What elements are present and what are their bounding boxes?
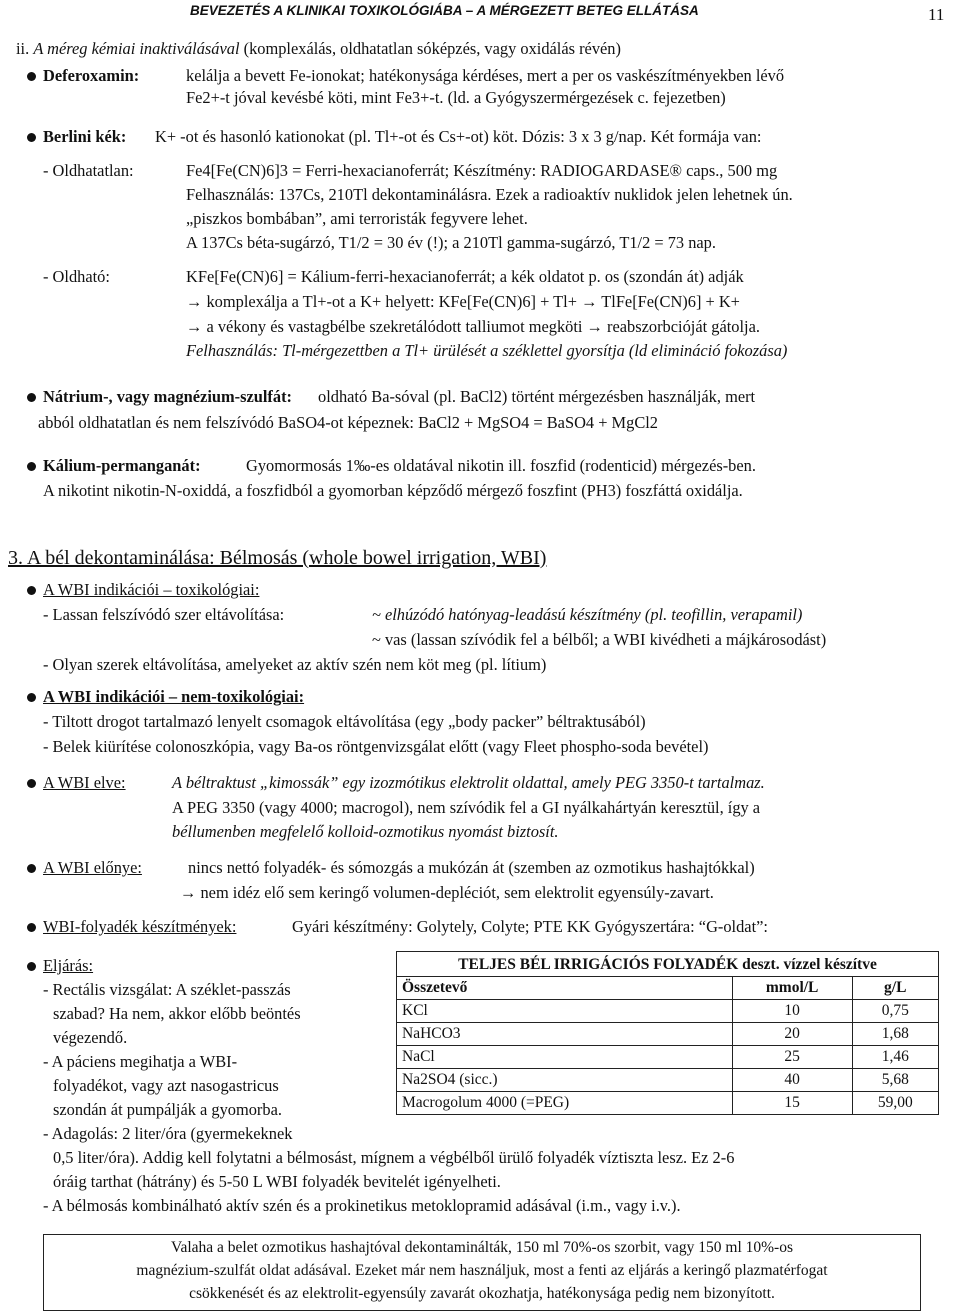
oldhato-line-1: KFe[Fe(CN)6] = Kálium-ferri-hexacianoferrát; a kék oldatot p. os (szondán át) adják	[186, 267, 744, 286]
table-cell-component: NaHCO3	[397, 1023, 733, 1046]
kalium-line-1: Gyomormosás 1‰-es oldatával nikotin ill. foszfid (rodenticid) mérgezés-ben.	[246, 456, 756, 475]
nontox-heading: A WBI indikációi – nem-toxikológiai:	[43, 687, 305, 706]
tox-line-2: - Olyan szerek eltávolítása, amelyeket az aktív szén nem köt meg (pl. lítium)	[43, 655, 547, 674]
eljaras-line-7: - Adagolás: 2 liter/óra (gyermekeknek	[43, 1124, 293, 1143]
table-cell-mmol: 40	[732, 1069, 852, 1092]
table-cell-gl: 59,00	[852, 1092, 939, 1115]
bullet-icon	[27, 923, 36, 932]
tox-line-1a: - Lassan felszívódó szer eltávolítása:	[43, 605, 285, 624]
table-row	[397, 1000, 939, 1023]
tox-line-1c: ~ vas (lassan szívódik fel a bélből; a WBI kivédheti a májkárosodást)	[372, 630, 827, 649]
bullet-icon	[27, 393, 36, 402]
elve-line-3: béllumenben megfelelő kolloid-ozmotikus nyomást biztosít.	[172, 822, 559, 841]
keszitmeny-line-1: Gyári készítmény: Golytely, Colyte; PTE KK Gyógyszertára: “G-oldat”:	[292, 917, 768, 936]
bullet-icon	[27, 693, 36, 702]
tox-line-1b: ~ elhúzódó hatónyag-leadású készítmény (pl. teofillin, verapamil)	[372, 605, 803, 624]
bullet-icon	[27, 586, 36, 595]
table-row	[397, 1092, 939, 1115]
table-header-mmol: mmol/L	[732, 977, 852, 1000]
elve-line-1: A béltraktust „kimossák” egy izozmótikus elektrolit oldattal, amely PEG 3350-t tartalmaz.	[172, 773, 765, 792]
natrium-label: Nátrium-, vagy magnézium-szulfát:	[43, 387, 293, 406]
oldhatatlan-line-4: A 137Cs béta-sugárzó, T1/2 = 30 év (!); a 210Tl gamma-sugárzó, T1/2 = 73 nap.	[186, 233, 716, 252]
keszitmeny-label: WBI-folyadék készítmények:	[43, 917, 237, 936]
deferoxamin-line-2: Fe2+-t jóval kevésbé köti, mint Fe3+-t. (ld. a Gyógyszermérgezések c. fejezetben)	[186, 88, 726, 107]
natrium-line-1: oldható Ba-sóval (pl. BaCl2) történt mérgezésben használják, mert	[318, 387, 756, 406]
eljaras-line-1: - Rectális vizsgálat: A széklet-passzás	[43, 980, 291, 999]
bullet-icon	[27, 864, 36, 873]
page-number: 11	[928, 5, 945, 24]
table-row	[397, 1023, 939, 1046]
elonye-line-2: → nem idéz elő sem keringő volumen-depléciót, sem elektrolit egyensúly-zavart.	[180, 883, 714, 902]
kalium-line-2: A nikotint nikotin-N-oxiddá, a foszfidból a gyomorban képződő mérgező foszfint (PH3) foszfáttá oxidálja.	[43, 481, 743, 500]
tox-heading: A WBI indikációi – toxikológiai:	[43, 580, 260, 599]
table-cell-component: NaCl	[397, 1046, 733, 1069]
footnote-line-2: magnézium-szulfát oldat adásával. Ezeket már nem használjuk, most a fenti az eljárás a keringő plazmatérfogat	[136, 1262, 828, 1279]
irrigation-fluid-table	[396, 951, 939, 1115]
eljaras-line-10: - A bélmosás kombinálható aktív szén és a prokinetikus metoklopramid adásával (i.m., vagy i.v.).	[43, 1196, 681, 1215]
table-cell-mmol: 25	[732, 1046, 852, 1069]
table-cell-gl: 1,46	[852, 1046, 939, 1069]
footnote-line-3: csökkenését és az elektrolit-egyensúly zavarát okozhatja, hatékonysága pedig nem bizonyított.	[189, 1285, 775, 1302]
bullet-icon	[27, 72, 36, 81]
footnote-box	[43, 1234, 921, 1311]
footnote-line-1: Valaha a belet ozmotikus hashajtóval dekontaminálták, 150 ml 70%-os szorbit, vagy 150 ml 10%-os	[170, 1239, 794, 1256]
elonye-line-1: nincs nettó folyadék- és sómozgás a mukózán át (szemben az ozmotikus hashajtókkal)	[188, 858, 755, 877]
eljaras-line-8: 0,5 liter/óra). Addig kell folytatni a bélmosást, mígnem a végbélből ürülő folyadék víztiszta lesz. Ez 2-6	[53, 1148, 735, 1167]
elve-label: A WBI elve:	[43, 773, 126, 792]
eljaras-line-3: végezendő.	[53, 1028, 128, 1047]
eljaras-line-6: szondán át pumpálják a gyomorba.	[53, 1100, 282, 1119]
table-cell-component: Macrogolum 4000 (=PEG)	[397, 1092, 733, 1115]
oldhatatlan-line-2: Felhasználás: 137Cs, 210Tl dekontaminálásra. Ezek a radioaktív nuklidok jelen lehetnek ún.	[186, 185, 793, 204]
deferoxamin-label: Deferoxamin:	[43, 66, 140, 85]
oldhato-line-4: Felhasználás: Tl-mérgezettben a Tl+ ürülését a széklettel gyorsítja (ld elimináció fokozása)	[186, 341, 788, 360]
table-cell-mmol: 15	[732, 1092, 852, 1115]
table-cell-gl: 1,68	[852, 1023, 939, 1046]
bullet-icon	[27, 462, 36, 471]
oldhatatlan-line-3: „piszkos bombában”, ami terroristák fegyvere lehet.	[186, 209, 528, 228]
section-ii-rest: (komplexálás, oldhatatlan sóképzés, vagy oxidálás révén)	[243, 39, 621, 58]
kalium-label: Kálium-permanganát:	[43, 456, 201, 475]
oldhato-label: - Oldható:	[43, 267, 110, 286]
bullet-icon	[27, 779, 36, 788]
section-ii-heading	[16, 38, 621, 60]
table-cell-component: KCl	[397, 1000, 733, 1023]
natrium-line-2: abból oldhatatlan és nem felszívódó BaSO4-ot képeznek: BaCl2 + MgSO4 = BaSO4 + MgCl2	[38, 413, 658, 432]
table-header-component: Összetevő	[397, 977, 733, 1000]
deferoxamin-line-1: kelálja a bevett Fe-ionokat; hatékonysága kérdéses, mert a per os vaskészítményekben lévő	[186, 66, 785, 85]
oldhato-line-3: → a vékony és vastagbélbe szekretálódott talliumot megköti → reabszorbcióját gátolja.	[186, 317, 760, 336]
table-cell-mmol: 10	[732, 1000, 852, 1023]
elonye-label: A WBI előnye:	[43, 858, 142, 877]
table-row	[397, 1046, 939, 1069]
section-ii-title: A méreg kémiai inaktiválásával	[33, 39, 240, 58]
eljaras-label: Eljárás:	[43, 956, 94, 975]
table-header-gl: g/L	[852, 977, 939, 1000]
eljaras-line-4: - A páciens megihatja a WBI-	[43, 1052, 238, 1071]
table-cell-gl: 5,68	[852, 1069, 939, 1092]
oldhato-line-2: → komplexálja a Tl+-ot a K+ helyett: KFe[Fe(CN)6] + Tl+ → TlFe[Fe(CN)6] + K+	[186, 292, 740, 311]
section-3-title: 3. A bél dekontaminálása: Bélmosás (whole bowel irrigation, WBI)	[8, 547, 547, 569]
section-ii-number: ii.	[16, 39, 30, 58]
berlini-label: Berlini kék:	[43, 127, 127, 146]
table-cell-gl: 0,75	[852, 1000, 939, 1023]
oldhatatlan-line-1: Fe4[Fe(CN)6]3 = Ferri-hexacianoferrát; Készítmény: RADIOGARDASE® caps., 500 mg	[186, 161, 778, 180]
bullet-icon	[27, 133, 36, 142]
table-title: TELJES BÉL IRRIGÁCIÓS FOLYADÉK deszt. vízzel készítve	[397, 952, 939, 977]
running-header: BEVEZETÉS A KLINIKAI TOXIKOLÓGIÁBA – A MÉRGEZETT BETEG ELLÁTÁSA	[190, 3, 699, 18]
table-cell-component: Na2SO4 (sicc.)	[397, 1069, 733, 1092]
nontox-line-2: - Belek kiürítése colonoszkópia, vagy Ba-os röntgenvizsgálat előtt (vagy Fleet phospho-soda bevétel)	[43, 737, 709, 756]
table-row	[397, 1069, 939, 1092]
bullet-icon	[27, 962, 36, 971]
oldhatatlan-label: - Oldhatatlan:	[43, 161, 134, 180]
berlini-line-1: K+ -ot és hasonló kationokat (pl. Tl+-ot és Cs+-ot) köt. Dózis: 3 x 3 g/nap. Két formája van:	[155, 127, 762, 146]
elve-line-2: A PEG 3350 (vagy 4000; macrogol), nem szívódik fel a GI nyálkahártyán keresztül, így a	[172, 798, 761, 817]
nontox-line-1: - Tiltott drogot tartalmazó lenyelt csomagok eltávolítása (egy „body packer” béltraktusából)	[43, 712, 646, 731]
eljaras-line-5: folyadékot, vagy azt nasogastricus	[53, 1076, 279, 1095]
table-cell-mmol: 20	[732, 1023, 852, 1046]
eljaras-line-2: szabad? Ha nem, akkor előbb beöntés	[53, 1004, 301, 1023]
eljaras-line-9: óráig tarthat (hátrány) és 5-50 L WBI folyadék bevitelét igényelheti.	[53, 1172, 501, 1191]
